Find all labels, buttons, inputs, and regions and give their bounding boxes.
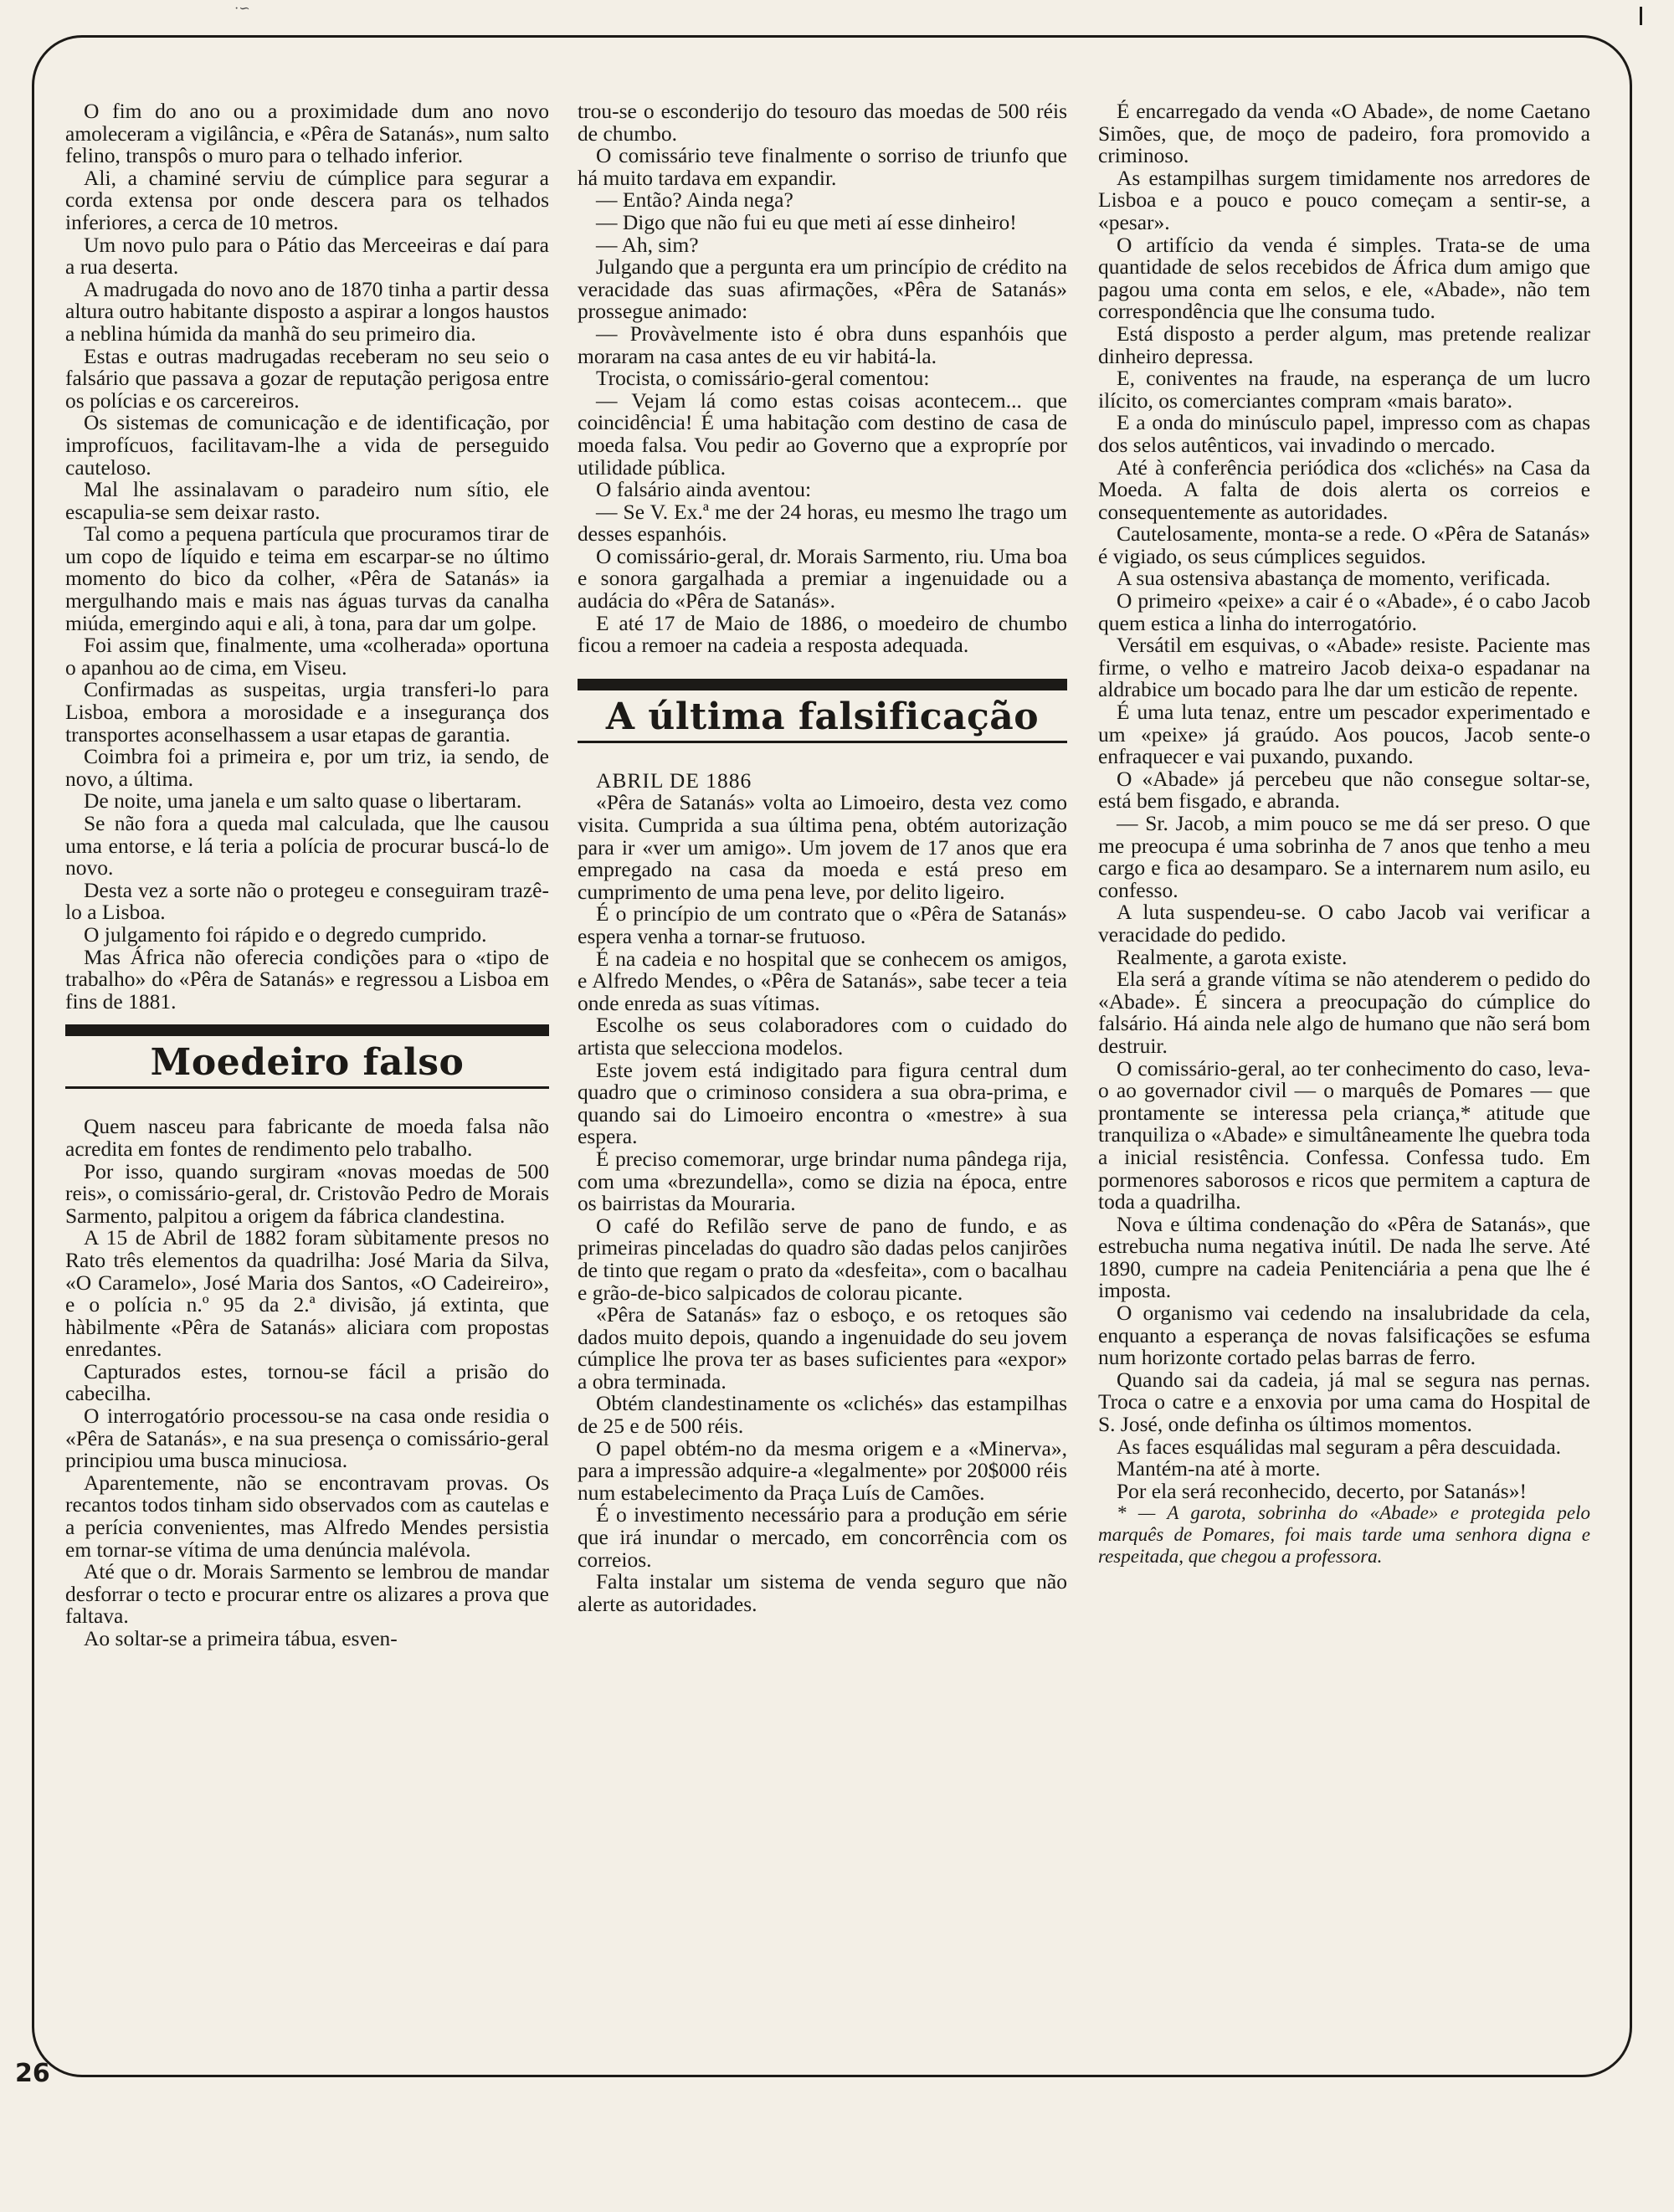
paragraph: A 15 de Abril de 1882 foram sùbitamente presos no Rato três elementos da quadrilha: José Maria da Silva, «O Caramelo», José Maria dos Santos, «O Cadeireiro», e o polícia n.º 95 da 2.ª divisão, já extinta, que hàbilmente «Pêra de Satanás» aliciara com propostas enredantes. [65,1225,549,1362]
paragraph: E, coniventes na fraude, na esperança de um lucro ilícito, os comerciantes compram «mais barato». [1098,366,1590,413]
edge-mark [1640,7,1642,25]
paragraph: Por isso, quando surgiram «novas moedas de 500 reis», o comissário-geral, dr. Cristovão Pedro de Morais Sarmento, palpitou a origem da fábrica clandestina. [65,1158,549,1228]
paragraph: Versátil em esquivas, o «Abade» resiste. Paciente mas firme, o velho e matreiro Jacob deixa-o espadanar na aldrabice um bocado para lhe dar um esticão de repente. [1098,633,1590,702]
paragraph: — Digo que não fui eu que meti aí esse dinheiro! [596,209,1017,234]
paragraph: É o princípio de um contrato que o «Pêra de Satanás» espera venha a tornar-se frutuoso. [578,901,1067,948]
column-2 [578,100,1067,1615]
paragraph: O comissário-geral, ao ter conhecimento do caso, leva-o ao governador civil — o marquês de Pomares — que prontamente se interessa pela criança,* atitude que tranquiliza o «Abade» e simultâneamente lhe quebra toda a inicial resistência. Confessa. Confessa tudo. Em pormenores saborosos e ricos que permitem a captura de toda a quadrilha. [1098,1055,1590,1214]
column-1 [65,100,549,1650]
paragraph: Falta instalar um sistema de venda seguro que não alerte as autoridades. [578,1569,1067,1616]
paragraph: Julgando que a pergunta era um princípio de crédito na veracidade das suas afirmações, «Pêra de Satanás» prossegue animado: [578,254,1067,324]
paragraph: trou-se o esconderijo do tesouro das moedas de 500 réis de chumbo. [578,99,1067,146]
paragraph: O comissário-geral, dr. Morais Sarmento, riu. Uma boa e sonora gargalhada a premiar a ingenuidade ou a audácia do «Pêra de Satanás». [578,543,1067,613]
paragraph: Coimbra foi a primeira e, por um triz, ia sendo, de novo, a última. [65,744,549,791]
paragraph: E a onda do minúsculo papel, impresso com as chapas dos selos autênticos, vai invadindo o mercado. [1098,410,1590,457]
paragraph: O papel obtém-no da mesma origem e a «Minerva», para a impressão adquire-a «legalmente» por 20$000 réis num estabelecimento da Praça Luís de Camões. [578,1435,1067,1505]
paragraph: Capturados estes, tornou-se fácil a prisão do cabecilha. [65,1358,549,1406]
column-2-body-2 [578,792,1067,1615]
paragraph: Desta vez a sorte não o protegeu e conseguiram trazê-lo a Lisboa. [65,877,549,925]
page-number: 26 [15,2059,50,2088]
paragraph: Por ela será reconhecido, decerto, por Satanás»! [1117,1478,1527,1503]
paragraph: Aparentemente, não se encontravam provas. Os recantos todos tinham sido observados com as cautelas e a perícia convenientes, mas Alfredo Mendes persistia em tornar-se vítima de uma denúncia malévola. [65,1470,549,1562]
paragraph: Estas e outras madrugadas receberam no seu seio o falsário que passava a gozar de reputação perigosa entre os polícias e os carcereiros. [65,343,549,413]
column-1-body [65,100,549,1013]
paragraph: «Pêra de Satanás» volta ao Limoeiro, desta vez como visita. Cumprida a sua última pena, obtém autorização para ir «ver um amigo». Um jovem de 17 anos que era empregado na casa da moeda e está preso em cumprimento de uma pena leve, por delito ligeiro. [578,790,1067,904]
paragraph: Quem nasceu para fabricante de moeda falsa não acredita em fontes de rendimento pelo trabalho. [65,1114,549,1161]
print-mark: ·∽ [234,2,250,16]
paragraph: — Provàvelmente isto é obra duns espanhóis que moraram na casa antes de eu vir habitá-la. [578,321,1067,368]
paragraph: Está disposto a perder algum, mas pretende realizar dinheiro depressa. [1098,321,1590,368]
heading-bar [65,1024,549,1036]
column-2-body [578,100,1067,657]
paragraph: Foi assim que, finalmente, uma «colherada» oportuna o apanhou ao de cima, em Viseu. [65,633,549,680]
paragraph: É uma luta tenaz, entre um pescador experimentado e um «peixe» já graúdo. Aos poucos, Jacob sente-o enfraquecer e vai puxando, puxando. [1098,700,1590,769]
paragraph: O café do Refilão serve de pano de fundo, e as primeiras pinceladas do quadro são dadas pelos canjirões de tinto que regam o prato da «desfeita», com o bacalhau e grão-de-bico salpicados de colorau picante. [578,1213,1067,1305]
paragraph: É na cadeia e no hospital que se conhecem os amigos, e Alfredo Mendes, o «Pêra de Satanás», sabe tecer a teia onde enreda as suas vítimas. [578,946,1067,1015]
paragraph: O falsário ainda aventou: [596,477,812,502]
section-heading-moedeiro-falso: Moedeiro falso [150,1041,465,1085]
paragraph: Mas África não oferecia condições para o «tipo de trabalho» do «Pêra de Satanás» e regressou a Lisboa em fins de 1881. [65,944,549,1014]
paragraph: É o investimento necessário para a produção em série que irá inundar o mercado, em concorrência com os correios. [578,1502,1067,1572]
paragraph: Mal lhe assinalavam o paradeiro num sítio, ele escapulia-se sem deixar rasto. [65,477,549,524]
paragraph: Os sistemas de comunicação e de identificação, por improfícuos, facilitavam-lhe a vida de perseguido cauteloso. [65,410,549,480]
paragraph: O artifício da venda é simples. Trata-se de uma quantidade de selos recebidos de África dum amigo que pagou uma conta em selos, e ele, «Abade», não tem correspondência que lhe consuma tudo. [1098,232,1590,324]
paragraph: Trocista, o comissário-geral comentou: [596,366,930,391]
paragraph: Até à conferência periódica dos «clichés» na Casa da Moeda. A falta de dois alerta os correios e consequentemente as autoridades. [1098,454,1590,524]
paragraph: Escolhe os seus colaboradores com o cuidado do artista que selecciona modelos. [578,1013,1067,1060]
paragraph: Ela será a grande vítima se não atenderem o pedido do «Abade». É sincera a preocupação do cúmplice do falsário. Há ainda nele algo de humano que não será bom destruir. [1098,967,1590,1058]
paragraph: — Sr. Jacob, a mim pouco se me dá ser preso. O que me preocupa é uma sobrinha de 7 anos que tenho a meu cargo e fica ao desamparo. Se a internarem num asilo, eu confesso. [1098,811,1590,902]
paragraph: O julgamento foi rápido e o degredo cumprido. [84,921,487,947]
paragraph: Ali, a chaminé serviu de cúmplice para segurar a corda extensa por onde descera para os telhados inferiores, a cerca de 10 metros. [65,165,549,234]
paragraph: É encarregado da venda «O Abade», de nome Caetano Simões, que, de moço de padeiro, fora promovido a criminoso. [1098,99,1590,168]
paragraph: Se não fora a queda mal calculada, que lhe causou uma entorse, e lá teria a polícia de procurar buscá-lo de novo. [65,811,549,880]
paragraph: — Então? Ainda nega? [596,187,793,213]
paragraph: Um novo pulo para o Pátio das Merceeiras e daí para a rua deserta. [65,232,549,280]
column-3 [1098,100,1590,1568]
paragraph: O primeiro «peixe» a cair é o «Abade», é o cabo Jacob quem estica a linha do interrogatório. [1098,588,1590,635]
paragraph: As faces esquálidas mal seguram a pêra descuidada. [1117,1434,1562,1459]
paragraph: Cautelosamente, monta-se a rede. O «Pêra de Satanás» é vigiado, os seus cúmplices seguidos. [1098,521,1590,568]
paragraph: Realmente, a garota existe. [1117,944,1348,969]
heading-underline [65,1086,549,1089]
paragraph: — Se V. Ex.ª me der 24 horas, eu mesmo lhe trago um desses espanhóis. [578,499,1067,547]
paragraph: A madrugada do novo ano de 1870 tinha a partir dessa altura outro habitante disposto a aspirar a longos haustos a neblina húmida da manhã do seu primeiro dia. [65,276,549,346]
paragraph: Este jovem está indigitado para figura central dum quadro que o criminoso considera a sua obra-prima, e quando sai do Limoeiro encontra o «mestre» à sua espera. [578,1057,1067,1149]
paragraph: O organismo vai cedendo na insalubridade da cela, enquanto a esperança de novas falsificações se esfuma num horizonte cortado pelas barras de ferro. [1098,1301,1590,1370]
paragraph: — Vejam lá como estas coisas acontecem... que coincidência! É uma habitação com destino de casa de moeda falsa. Vou pedir ao Governo que a expropríe por utilidade pública. [578,387,1067,480]
paragraph: As estampilhas surgem timidamente nos arredores de Lisboa e a pouco e pouco começam a sentir-se, a «pesar». [1098,165,1590,234]
paragraph: Ao soltar-se a primeira tábua, esven- [84,1626,398,1650]
paragraph: Nova e última condenação do «Pêra de Satanás», que estrebucha numa negativa inútil. De nada lhe serve. Até 1890, cumpre na cadeia Penitenciária a pena que lhe é imposta. [1098,1211,1590,1303]
paragraph: Mantém-na até à morte. [1117,1456,1321,1481]
footnote: * — A garota, sobrinha do «Abade» e protegida pelo marquês de Pomares, foi mais tarde uma senhora digna e respeitada, que chegou a professora. [1098,1502,1590,1568]
paragraph: A sua ostensiva abastança de momento, verificada. [1117,566,1551,591]
paragraph: A luta suspendeu-se. O cabo Jacob vai verificar a veracidade do pedido. [1098,900,1590,947]
paragraph: De noite, uma janela e um salto quase o libertaram. [84,788,522,813]
paragraph: É preciso comemorar, urge brindar numa pândega rija, com uma «brezundella», como se dizia na época, entre os bairristas da Mouraria. [578,1146,1067,1216]
paragraph: Tal como a pequena partícula que procuramos tirar de um copo de líquido e teima em escarpar-se no último momento do bico da colher, «Pêra de Satanás» ia mergulhando mais e mais nas águas turvas da canalha miúda, emergindo aqui e ali, à tona, para dar um golpe. [65,521,549,635]
paragraph: Obtém clandestinamente os «clichés» das estampilhas de 25 e de 500 réis. [578,1391,1067,1439]
paragraph: O «Abade» já percebeu que não consegue soltar-se, está bem fisgado, e abranda. [1098,766,1590,813]
paragraph: Confirmadas as suspeitas, urgia transferi-lo para Lisboa, embora a morosidade e a insegurança dos transportes aconselhassem a usar etapas de garantia. [65,677,549,747]
paragraph: Quando sai da cadeia, já mal se segura nas pernas. Troca o catre e a enxovia por uma cama do Hospital de S. José, onde definha os últimos momentos. [1098,1367,1590,1437]
heading-underline [578,741,1067,743]
paragraph: Até que o dr. Morais Sarmento se lembrou de mandar desforrar o tecto e procurar entre os alizares a prova que faltava. [65,1559,549,1629]
column-3-body [1098,100,1590,1502]
paragraph: O comissário teve finalmente o sorriso de triunfo que há muito tardava em expandir. [578,143,1067,190]
paragraph: «Pêra de Satanás» faz o esboço, e os retoques são dados muito depois, quando a ingenuidade do seu jovem cúmplice lhe prova ter as bases suficientes para «expor» a obra terminada. [578,1302,1067,1393]
paragraph: — Ah, sim? [596,232,699,257]
dateline: ABRIL DE 1886 [596,767,752,793]
section-heading-ultima-falsificacao: A última falsificação [605,695,1040,738]
column-1-body-2 [65,1116,549,1650]
paragraph: O fim do ano ou a proximidade dum ano novo amoleceram a vigilância, e «Pêra de Satanás», num salto felino, transpôs o muro para o telhado inferior. [65,99,549,168]
heading-bar [578,679,1067,690]
paragraph: E até 17 de Maio de 1886, o moedeiro de chumbo ficou a remoer na cadeia a resposta adequada. [578,610,1067,658]
paragraph: O interrogatório processou-se na casa onde residia o «Pêra de Satanás», e na sua presença o comissário-geral principiou uma busca minuciosa. [65,1404,549,1473]
